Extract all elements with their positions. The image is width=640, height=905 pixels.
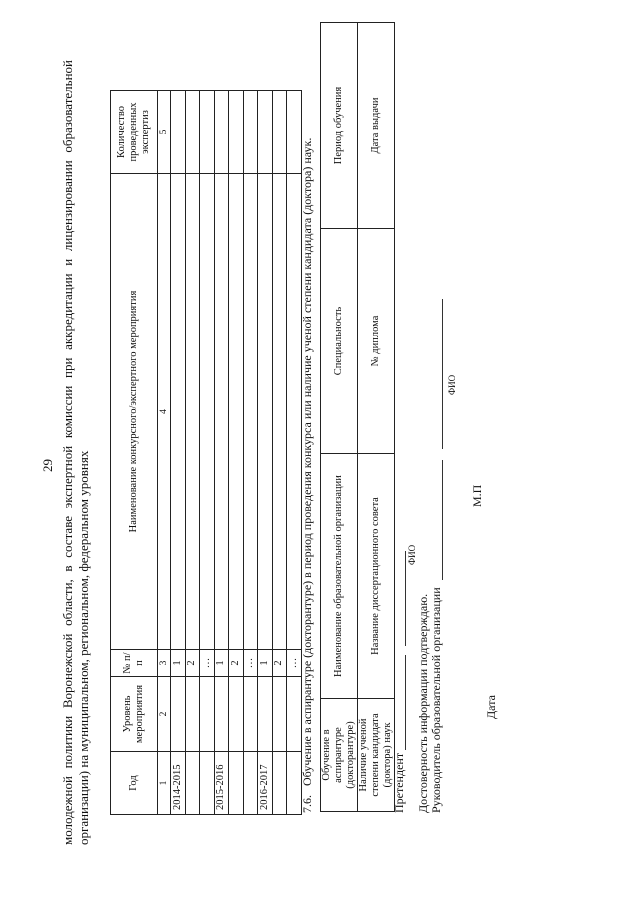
header-year: Год [111, 752, 158, 815]
study-period-cell: Период обучения [321, 23, 358, 229]
fio-line [394, 551, 406, 646]
section-7-6-heading [300, 23, 314, 813]
level-cell [272, 677, 287, 752]
head-label: Руководитель образовательной организации [429, 587, 443, 813]
confirm-text: Достоверность информации подтверждаю. [416, 593, 430, 813]
applicant-label: Претендент [392, 752, 406, 813]
number-cell: … [200, 650, 215, 677]
year-cell [272, 752, 287, 815]
year-cell: 2016-2017 [258, 752, 273, 815]
row-label-postgraduate: Обучение в аспирантуре (докторантуре) [321, 699, 358, 812]
event-cell [214, 174, 229, 650]
header-level: Уровень мероприятия [111, 677, 158, 752]
level-cell [258, 677, 273, 752]
colnum-5: 5 [158, 91, 171, 174]
number-cell: 2 [185, 650, 200, 677]
intro-paragraph: молодежной политики Воронежской области, в составе экспертной комиссии при аккредитации и лицензировании образовательной организации) на муниципальном, региональном, федеральном уровнях [60, 60, 91, 845]
column-number-row [158, 91, 171, 815]
number-cell: 2 [229, 650, 244, 677]
issue-date-cell: Дата выдачи [358, 23, 395, 229]
level-cell [243, 677, 258, 752]
diploma-cell: № диплома [358, 229, 395, 454]
head-line [429, 299, 443, 813]
applicant-line [392, 551, 406, 813]
fio-caption: ФИО [407, 544, 417, 565]
level-cell [171, 677, 186, 752]
colnum-4: 4 [158, 174, 171, 650]
level-cell [200, 677, 215, 752]
count-cell [171, 91, 186, 174]
count-cell [185, 91, 200, 174]
header-event-name: Наименование конкурсного/экспертного мероприятия [111, 174, 158, 650]
year-cell [287, 752, 302, 815]
header-count: Количество проведенных экспертиз [111, 91, 158, 174]
level-cell [287, 677, 302, 752]
year-cell [200, 752, 215, 815]
event-cell [272, 174, 287, 650]
colnum-3: 3 [158, 650, 171, 677]
head-signature-line [431, 460, 443, 580]
table-row [321, 23, 358, 812]
table-header-row [111, 91, 158, 815]
year-cell [185, 752, 200, 815]
expertise-table [110, 90, 302, 815]
council-cell: Название диссертационного совета [358, 454, 395, 699]
table-row [185, 91, 200, 815]
number-cell: 1 [258, 650, 273, 677]
level-cell [214, 677, 229, 752]
year-cell: 2014-2015 [171, 752, 186, 815]
header-number: № п/п [111, 650, 158, 677]
number-cell: 2 [272, 650, 287, 677]
table-row [214, 91, 229, 815]
year-cell [229, 752, 244, 815]
colnum-2: 2 [158, 677, 171, 752]
section-number: 7.6. [300, 795, 314, 813]
table-row [258, 91, 273, 815]
table-row [358, 23, 395, 812]
event-cell [243, 174, 258, 650]
event-cell [287, 174, 302, 650]
date-label: Дата [484, 695, 498, 719]
count-cell [272, 91, 287, 174]
table-row [287, 91, 302, 815]
number-cell: 1 [214, 650, 229, 677]
signature-line [394, 655, 406, 750]
table-row [171, 91, 186, 815]
number-cell: 1 [171, 650, 186, 677]
year-cell [243, 752, 258, 815]
number-cell: … [243, 650, 258, 677]
table-row [229, 91, 244, 815]
specialty-cell: Специальность [321, 229, 358, 454]
number-cell: … [287, 650, 302, 677]
level-cell [185, 677, 200, 752]
event-cell [229, 174, 244, 650]
event-cell [258, 174, 273, 650]
count-cell [287, 91, 302, 174]
table-row [200, 91, 215, 815]
section-title: Обучение в аспирантуре (докторантуре) в период проведения конкурса или наличие ученой степени кандидата (доктора) наук. [300, 137, 314, 786]
stamp-label: М.П [470, 484, 484, 507]
org-name-cell: Наименование образовательной организации [321, 454, 358, 699]
count-cell [200, 91, 215, 174]
level-cell [229, 677, 244, 752]
count-cell [229, 91, 244, 174]
postgraduate-table [320, 22, 395, 812]
table-row [272, 91, 287, 815]
count-cell [258, 91, 273, 174]
count-cell [214, 91, 229, 174]
colnum-1: 1 [158, 752, 171, 815]
event-cell [200, 174, 215, 650]
row-label-degree: Наличие ученой степени кандидата (доктора) наук [358, 699, 395, 812]
event-cell [185, 174, 200, 650]
year-cell: 2015-2016 [214, 752, 229, 815]
fio-caption-2: ФИО [447, 374, 457, 395]
count-cell [243, 91, 258, 174]
head-fio-line [431, 299, 443, 449]
table-row [243, 91, 258, 815]
page-number: 29 [40, 459, 55, 472]
event-cell [171, 174, 186, 650]
